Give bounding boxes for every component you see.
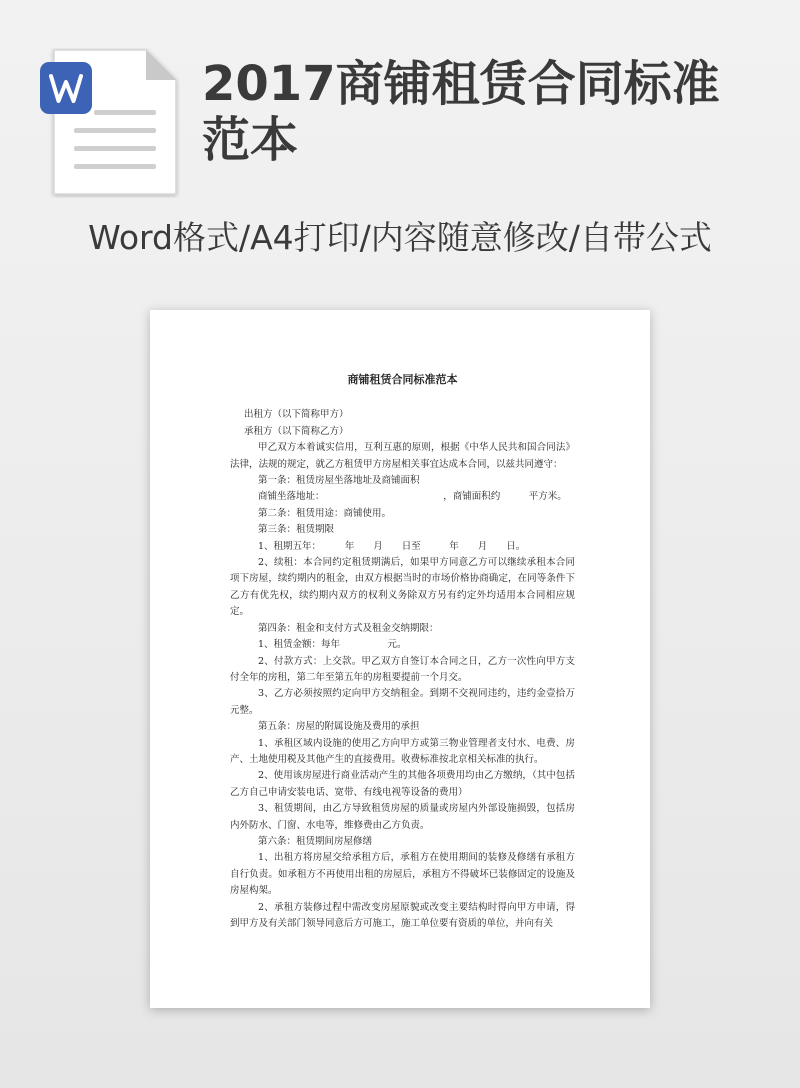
page-subtitle: Word格式/A4打印/内容随意修改/自带公式 [88,218,712,257]
document-paragraph: 2、续租：本合同约定租赁期满后，如果甲方同意乙方可以继续承租本合同项下房屋，续约期内的租金，由双方根据当时的市场价格协商确定，在同等条件下乙方有优先权，续约期内双方的权利义务除双方另有约定外均适用本合同相应规定。 [230,557,575,618]
document-paragraph: 商铺坐落地址： ，商铺面积约 平方米。 [258,491,567,503]
document-paragraph: 第六条：租赁期间房屋修缮 [258,835,373,847]
page-title: 2017商铺租赁合同标准范本 [202,56,720,168]
document-paragraph: 1、租期五年： 年 月 日至 年 月 日。 [258,540,526,552]
document-paragraph: 1、租赁金额：每年 元。 [258,639,407,651]
document-paragraph: 第三条：租赁期限 [258,524,335,536]
document-paragraph: 第四条：租金和支付方式及租金交纳期限： [258,622,439,634]
document-paragraph: 2、承租方装修过程中需改变房屋原貌或改变主要结构时得向甲方申请，得到甲方及有关部门领导同意后方可施工，施工单位要有资质的单位，并向有关 [230,901,575,929]
document-paragraph: 3、租赁期间，由乙方导致租赁房屋的质量或房屋内外部设施损毁，包括房内外防水、门窗、水电等，维修费由乙方负责。 [230,803,575,831]
word-badge [40,62,92,114]
document-paragraph: 第一条：租赁房屋坐落地址及商铺面积 [258,475,420,487]
document-page [150,310,650,1008]
document-paragraph: 2、付款方式：上交款。甲乙双方自签订本合同之日，乙方一次性向甲方支付全年的房租，第二年至第五年的房租要提前一个月交。 [230,655,575,683]
document-paragraph: 第五条：房屋的附属设施及费用的承担 [258,721,420,733]
document-paragraph: 2、使用该房屋进行商业活动产生的其他各项费用均由乙方缴纳，（其中包括乙方自己申请安装电话、宽带、有线电视等设备的费用） [230,770,575,798]
document-paragraph: 承租方（以下简称乙方） [244,425,349,437]
document-paragraph: 1、承租区域内设施的使用乙方向甲方或第三物业管理者支付水、电费、房产、土地使用税及其他产生的直接费用。收费标准按北京相关标准的执行。 [230,737,575,765]
document-paragraphs [230,407,575,932]
document-paragraph: 第二条：租赁用途：商铺使用。 [258,507,392,519]
document-title: 商铺租赁合同标准范本 [347,373,458,386]
word-file-icon [40,48,180,198]
document-paragraph: 出租方（以下简称甲方） [244,409,349,421]
document-body [230,372,575,932]
document-paragraph: 甲乙双方本着诚实信用，互利互惠的原则，根据《中华人民共和国合同法》法律，法规的规定，就乙方租赁甲方房屋相关事宜达成本合同，以兹共同遵守： [230,442,575,470]
document-paragraph: 1、出租方将房屋交给承租方后，承租方在使用期间的装修及修缮有承租方自行负责。如承租方不再使用出租的房屋后，承租方不得破坏已装修固定的设施及房屋构架。 [230,852,575,897]
document-paragraph: 3、乙方必须按照约定向甲方交纳租金。到期不交视同违约，违约金壹拾万元整。 [230,688,575,716]
